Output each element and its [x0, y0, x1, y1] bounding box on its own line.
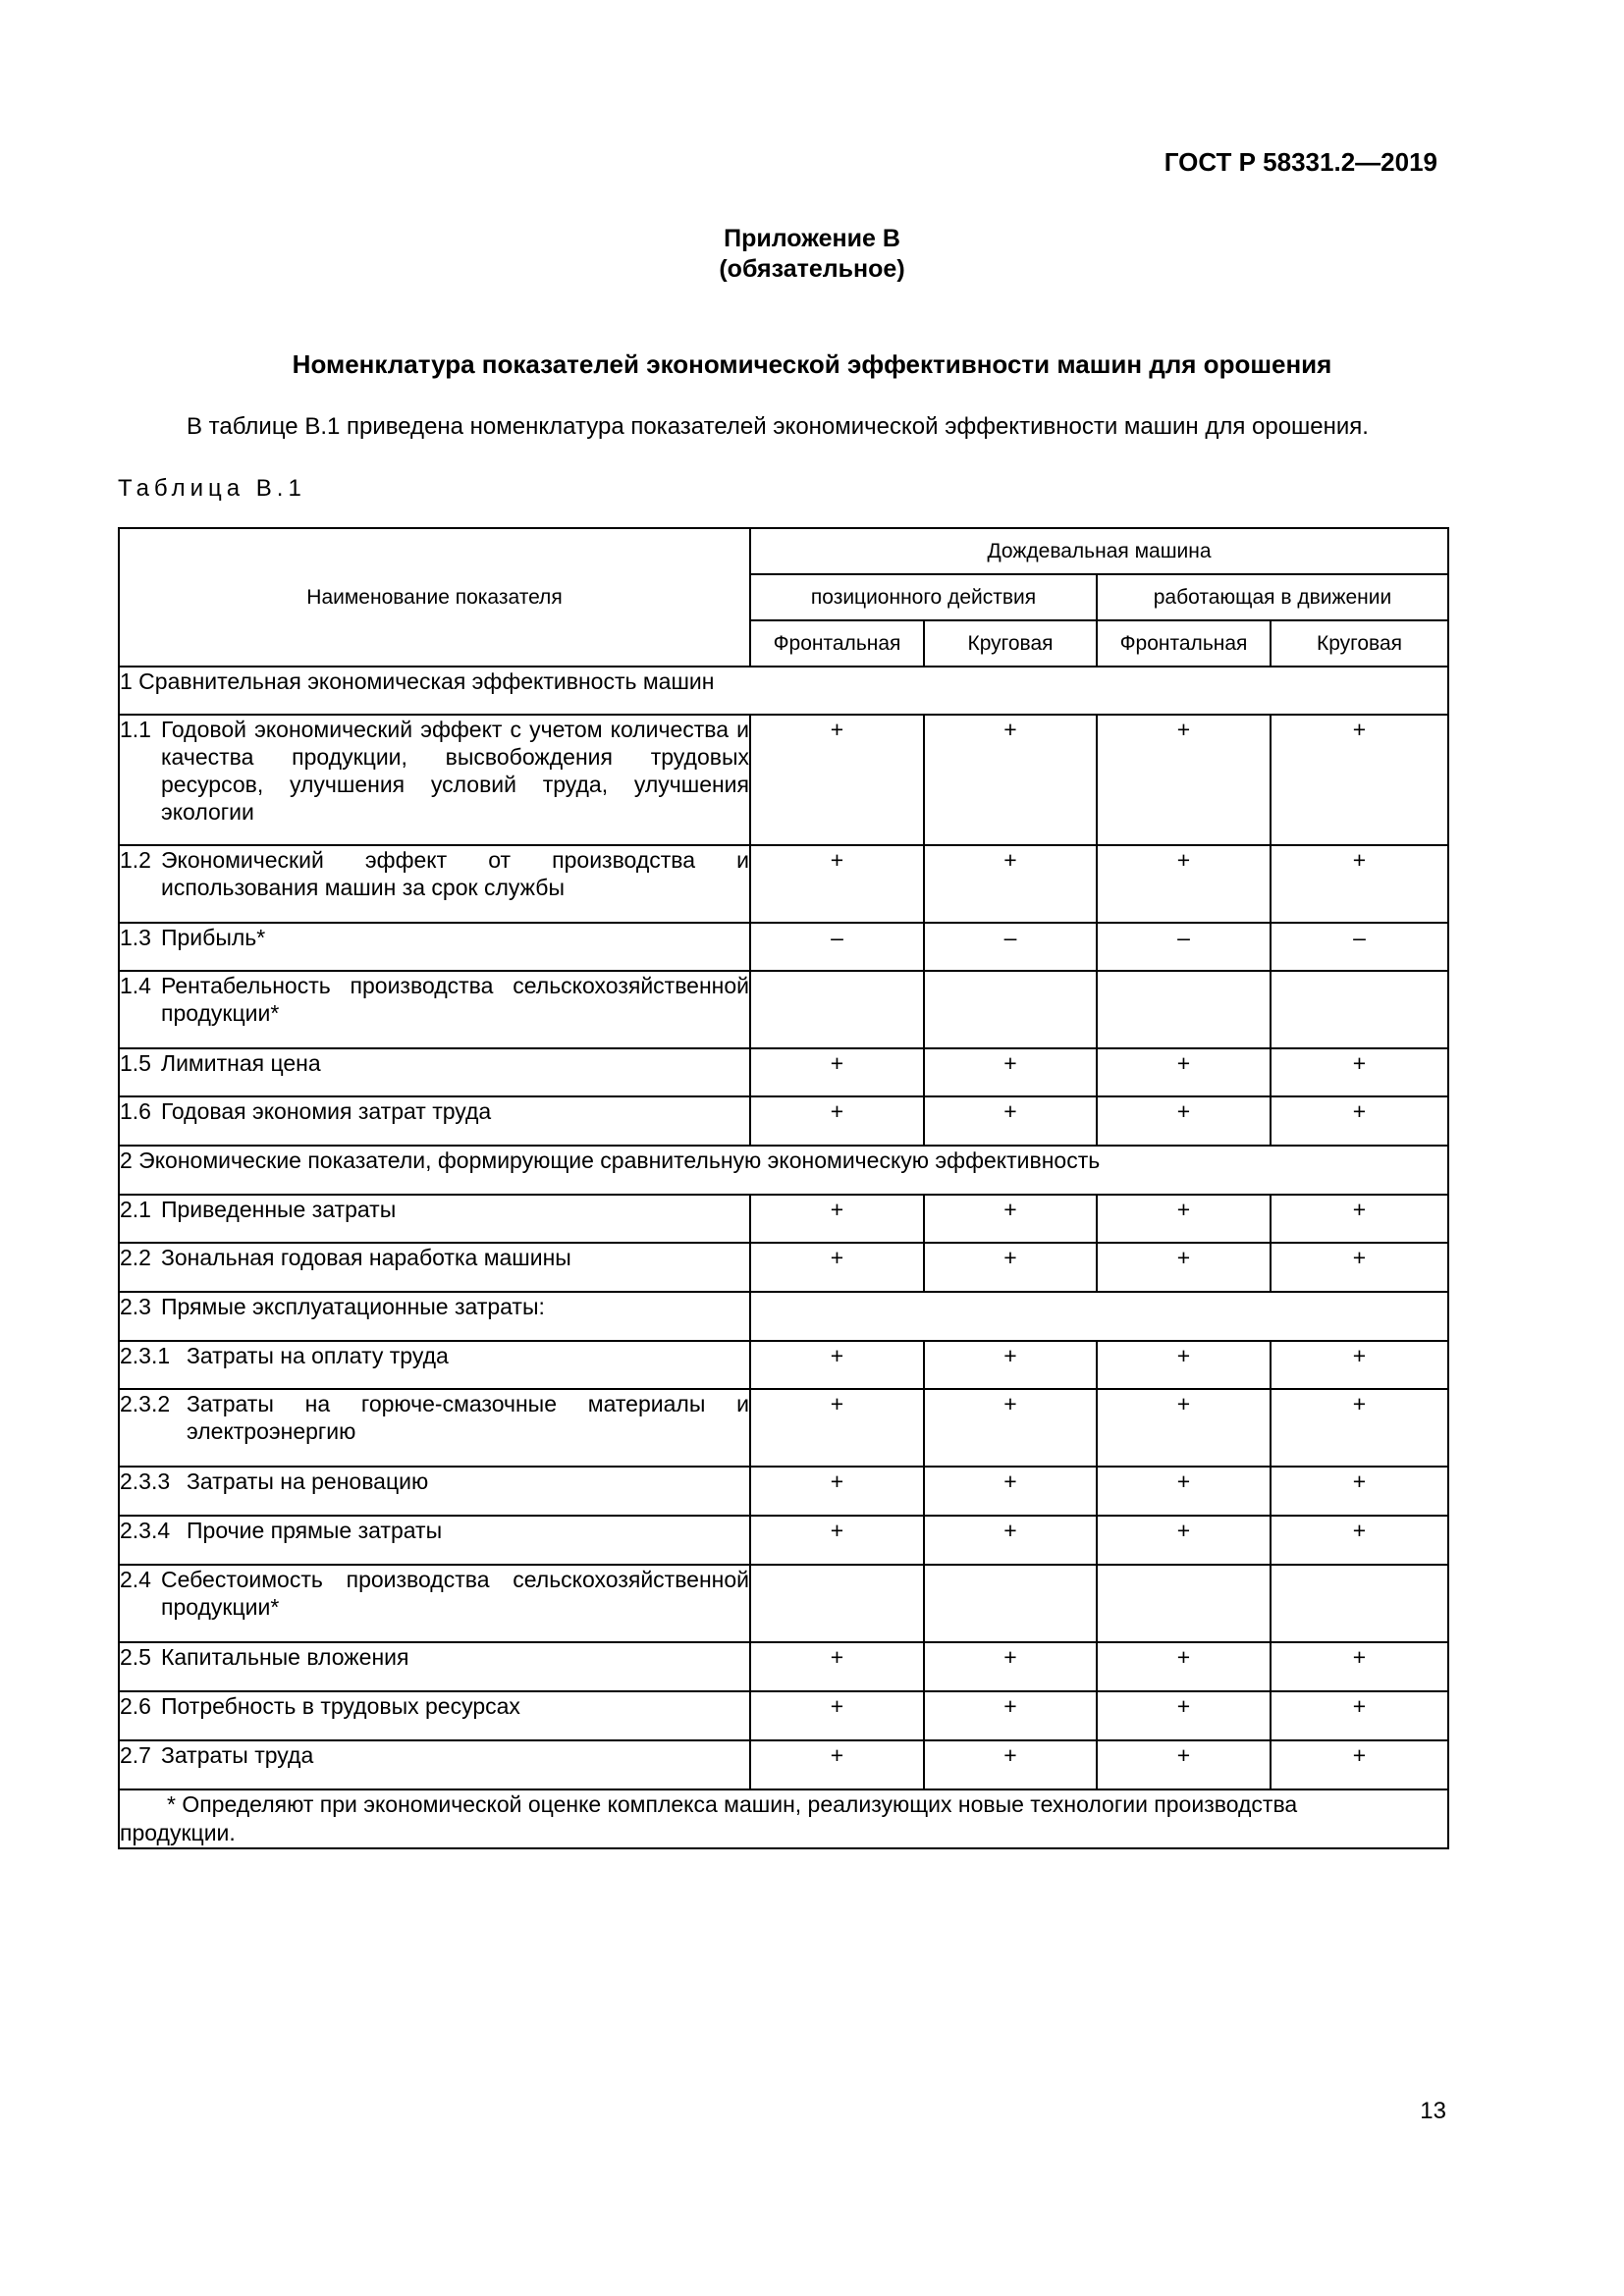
main-title: Номенклатура показателей экономической эффективности машин для орошения	[292, 349, 1332, 379]
applicability-mark: +	[750, 1467, 924, 1516]
indicator-name-cell	[119, 1642, 750, 1691]
applicability-mark: +	[1097, 1389, 1271, 1467]
applicability-mark	[1097, 1565, 1271, 1642]
col-header-moving: работающая в движении	[1097, 574, 1448, 620]
col-header-positional: позиционного действия	[750, 574, 1097, 620]
applicability-mark: +	[1271, 715, 1448, 845]
indicator-name-cell	[119, 1389, 750, 1467]
applicability-mark: +	[1097, 1243, 1271, 1292]
indicator-name-cell	[119, 1292, 750, 1341]
applicability-mark: +	[924, 1096, 1097, 1146]
col-header-circular: Круговая	[924, 620, 1097, 667]
indicator-name-cell	[119, 1516, 750, 1565]
applicability-mark: +	[1271, 1467, 1448, 1516]
indicator-number: 2.4	[120, 1567, 151, 1592]
applicability-mark: +	[1097, 1691, 1271, 1740]
indicator-text: Затраты на оплату труда	[187, 1343, 449, 1368]
applicability-mark: +	[1097, 1516, 1271, 1565]
indicator-name-cell	[119, 923, 750, 971]
applicability-mark: +	[750, 845, 924, 923]
applicability-mark: +	[924, 1341, 1097, 1389]
applicability-mark	[750, 971, 924, 1048]
applicability-mark: +	[1097, 845, 1271, 923]
applicability-mark	[924, 971, 1097, 1048]
indicator-number: 1.1	[120, 717, 151, 742]
applicability-mark: +	[1271, 845, 1448, 923]
indicator-text: Лимитная цена	[160, 1050, 321, 1076]
applicability-mark: +	[1271, 1642, 1448, 1691]
indicator-text: Экономический эффект от производства и использования машин за срок службы	[160, 847, 749, 900]
applicability-mark: +	[1097, 1467, 1271, 1516]
applicability-mark: +	[1271, 1195, 1448, 1243]
applicability-mark: +	[1097, 715, 1271, 845]
applicability-mark: +	[924, 1516, 1097, 1565]
applicability-mark	[1271, 971, 1448, 1048]
applicability-mark: +	[924, 1691, 1097, 1740]
indicator-name-cell	[119, 1243, 750, 1292]
document-code: ГОСТ Р 58331.2—2019	[1164, 147, 1437, 177]
applicability-mark: +	[750, 1341, 924, 1389]
indicator-text: Прочие прямые затраты	[187, 1518, 443, 1543]
indicator-text: Рентабельность производства сельскохозяйственной продукции*	[160, 973, 749, 1026]
applicability-mark: +	[750, 1389, 924, 1467]
indicator-name-cell	[119, 1195, 750, 1243]
applicability-mark: +	[750, 1048, 924, 1096]
applicability-mark: +	[1097, 1642, 1271, 1691]
applicability-mark: +	[1097, 1048, 1271, 1096]
indicator-number: 2.3.4	[120, 1518, 171, 1543]
intro-paragraph: В таблице В.1 приведена номенклатура показателей экономической эффективности машин для орошения.	[187, 413, 1369, 440]
table-row	[119, 1195, 1448, 1243]
applicability-mark: +	[924, 715, 1097, 845]
applicability-mark: +	[750, 1195, 924, 1243]
applicability-mark: +	[750, 1691, 924, 1740]
applicability-mark: +	[1271, 1516, 1448, 1565]
indicator-number: 1.4	[120, 973, 151, 998]
indicator-text: Годовая экономия затрат труда	[160, 1098, 492, 1124]
applicability-mark: +	[750, 715, 924, 845]
indicator-name-cell	[119, 1096, 750, 1146]
table-row	[119, 845, 1448, 923]
applicability-mark: +	[1271, 1691, 1448, 1740]
indicator-number: 2.3.1	[120, 1343, 171, 1368]
table-row	[119, 1146, 1448, 1195]
indicator-name-cell	[119, 715, 750, 845]
indicator-number: 2.7	[120, 1742, 151, 1768]
indicator-name-cell	[119, 1691, 750, 1740]
table-footnote	[119, 1789, 1448, 1848]
indicator-number: 2.3.3	[120, 1468, 171, 1494]
applicability-mark: +	[924, 845, 1097, 923]
indicator-name-cell	[119, 1048, 750, 1096]
applicability-mark: +	[924, 1389, 1097, 1467]
indicator-text: Капитальные вложения	[160, 1644, 409, 1670]
applicability-mark: +	[924, 1642, 1097, 1691]
applicability-mark: +	[924, 1467, 1097, 1516]
col-header-circular: Круговая	[1271, 620, 1448, 667]
indicator-name-cell	[119, 971, 750, 1048]
indicator-text: Затраты на горюче-смазочные материалы и электроэнергию	[187, 1391, 749, 1444]
indicator-text: Годовой экономический эффект с учетом количества и качества продукции, высвобождения трудовых ресурсов, улучшения условий труда, улучшения экологии	[160, 717, 749, 825]
col-header-group: Дождевальная машина	[750, 528, 1448, 574]
indicator-number: 1.2	[120, 847, 151, 873]
table-row	[119, 667, 1448, 715]
indicator-number: 2.5	[120, 1644, 151, 1670]
applicability-mark: +	[924, 1048, 1097, 1096]
applicability-mark: +	[750, 1096, 924, 1146]
indicator-text: Себестоимость производства сельскохозяйственной продукции*	[160, 1567, 749, 1620]
table-row	[119, 1389, 1448, 1467]
applicability-mark: +	[750, 1243, 924, 1292]
applicability-mark: +	[750, 1642, 924, 1691]
indicator-text: Затраты труда	[160, 1742, 314, 1768]
table-row	[119, 715, 1448, 845]
applicability-mark: –	[1271, 923, 1448, 971]
table-caption: Таблица В.1	[118, 475, 306, 502]
table-row	[119, 1467, 1448, 1516]
table-row	[119, 1243, 1448, 1292]
applicability-mark	[1097, 971, 1271, 1048]
col-header-frontal: Фронтальная	[750, 620, 924, 667]
indicator-text: Затраты на реновацию	[187, 1468, 429, 1494]
indicator-number: 2.2	[120, 1245, 151, 1270]
table-row	[119, 1565, 1448, 1642]
applicability-mark: +	[1097, 1096, 1271, 1146]
indicator-text: Потребность в трудовых ресурсах	[160, 1693, 520, 1719]
footnote-line-2: продукции.	[120, 1820, 236, 1845]
table-row	[119, 1341, 1448, 1389]
col-header-indicator-name: Наименование показателя	[119, 528, 750, 667]
applicability-mark	[1271, 1565, 1448, 1642]
table-row	[119, 1740, 1448, 1789]
table-row	[119, 1642, 1448, 1691]
table-row	[119, 1048, 1448, 1096]
appendix-heading	[0, 224, 1624, 285]
table-row	[119, 1691, 1448, 1740]
table-row	[119, 1292, 1448, 1341]
table-body	[119, 667, 1448, 1789]
indicator-text: Приведенные затраты	[160, 1197, 397, 1222]
section-heading: 2 Экономические показатели, формирующие сравнительную экономическую эффективность	[119, 1146, 1448, 1195]
indicator-number: 2.6	[120, 1693, 151, 1719]
applicability-mark: +	[1097, 1341, 1271, 1389]
applicability-mark: +	[924, 1740, 1097, 1789]
table-row	[119, 971, 1448, 1048]
applicability-mark: +	[924, 1195, 1097, 1243]
indicators-table	[118, 527, 1449, 1849]
appendix-title: Приложение В	[724, 225, 900, 252]
applicability-mark: +	[750, 1740, 924, 1789]
indicator-number: 2.1	[120, 1197, 151, 1222]
indicator-number: 2.3	[120, 1294, 151, 1319]
applicability-mark: +	[924, 1243, 1097, 1292]
indicator-number: 1.6	[120, 1098, 151, 1124]
applicability-mark: +	[1271, 1389, 1448, 1467]
applicability-mark: +	[1271, 1740, 1448, 1789]
applicability-mark: +	[1097, 1195, 1271, 1243]
empty-merged-cell	[750, 1292, 1448, 1341]
indicator-name-cell	[119, 1467, 750, 1516]
applicability-mark: –	[1097, 923, 1271, 971]
indicator-number: 2.3.2	[120, 1391, 171, 1416]
indicator-name-cell	[119, 1341, 750, 1389]
indicator-number: 1.3	[120, 925, 151, 950]
indicator-text: Прибыль*	[160, 925, 266, 950]
applicability-mark: +	[1097, 1740, 1271, 1789]
indicator-text: Зональная годовая наработка машины	[160, 1245, 571, 1270]
section-heading: 1 Сравнительная экономическая эффективность машин	[119, 667, 1448, 715]
page-number: 13	[1420, 2098, 1446, 2124]
applicability-mark	[750, 1565, 924, 1642]
indicator-text: Прямые эксплуатационные затраты:	[160, 1294, 545, 1319]
applicability-mark: –	[750, 923, 924, 971]
indicator-name-cell	[119, 1740, 750, 1789]
indicator-number: 1.5	[120, 1050, 151, 1076]
applicability-mark: +	[1271, 1243, 1448, 1292]
table-row	[119, 1096, 1448, 1146]
applicability-mark: +	[1271, 1048, 1448, 1096]
applicability-mark: +	[1271, 1341, 1448, 1389]
table-row	[119, 1516, 1448, 1565]
applicability-mark: +	[750, 1516, 924, 1565]
applicability-mark	[924, 1565, 1097, 1642]
applicability-mark: –	[924, 923, 1097, 971]
footnote-line-1: * Определяют при экономической оценке комплекса машин, реализующих новые технологии производства	[167, 1791, 1298, 1817]
appendix-status: (обязательное)	[719, 255, 905, 283]
applicability-mark: +	[1271, 1096, 1448, 1146]
col-header-frontal: Фронтальная	[1097, 620, 1271, 667]
indicator-name-cell	[119, 845, 750, 923]
indicator-name-cell	[119, 1565, 750, 1642]
table-row	[119, 923, 1448, 971]
